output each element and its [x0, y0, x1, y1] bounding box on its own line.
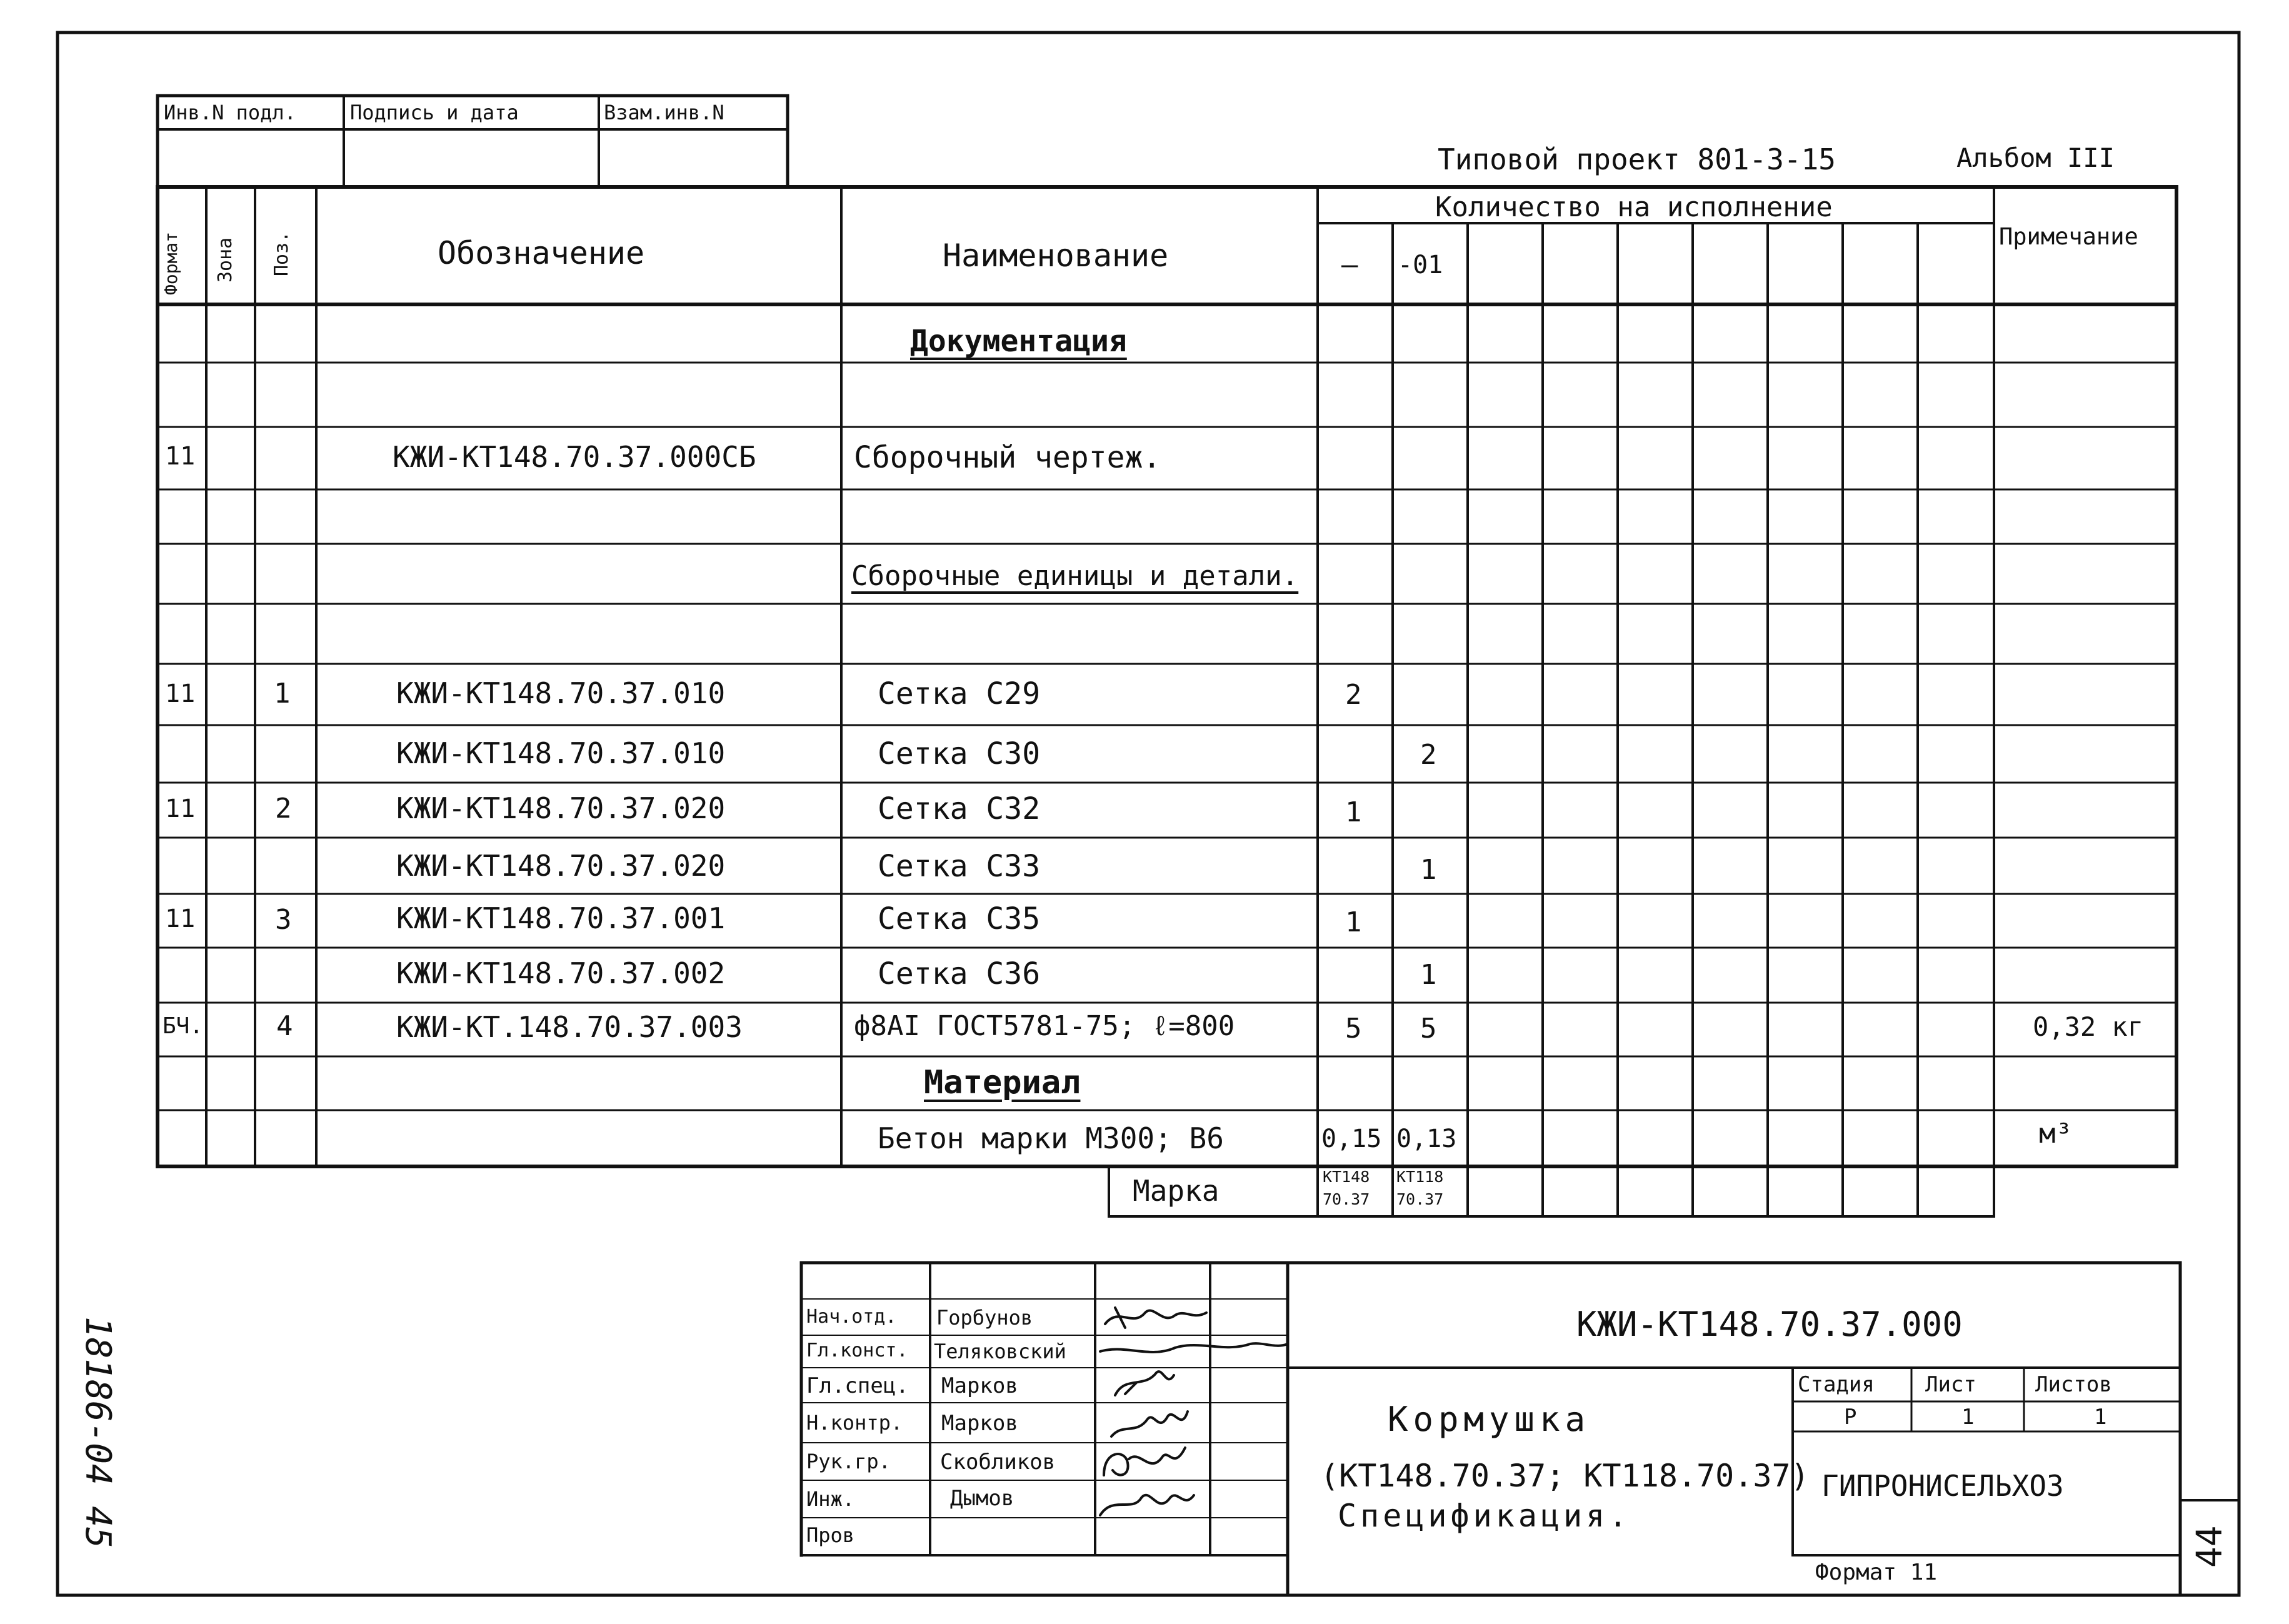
row-qty-2: 1 — [1420, 959, 1437, 991]
row-naimenovanie: Сборочный чертеж. — [854, 440, 1161, 475]
row-poz: 1 — [274, 678, 291, 709]
row-format: 11 — [165, 794, 196, 823]
stamp-role: Нач.отд. — [806, 1306, 897, 1328]
title-line-1: Кормушка — [1388, 1400, 1591, 1439]
title-line-2: (КТ148.70.37; КТ118.70.37) — [1320, 1458, 1810, 1494]
row-qty-1: 5 — [1345, 1013, 1362, 1045]
section-sborochnye-edinitsy: Сборочные единицы и детали. — [851, 560, 1299, 592]
row-qty-2: 5 — [1420, 1013, 1437, 1045]
row-qty-1: 1 — [1345, 906, 1362, 938]
row-format: БЧ. — [163, 1013, 204, 1039]
stamp-name: Теляковский — [934, 1340, 1066, 1363]
row-oboznachenie: КЖИ-КТ.148.70.37.003 — [396, 1010, 743, 1044]
podpis-data-label: Подпись и дата — [350, 101, 519, 124]
row-qty-1: 2 — [1345, 679, 1362, 711]
list-label: Лист — [1925, 1372, 1976, 1397]
row-qty-2: 1 — [1420, 854, 1437, 886]
row-oboznachenie: КЖИ-КТ148.70.37.000СБ — [393, 440, 756, 474]
row-naimenovanie: Сетка С36 — [878, 956, 1041, 991]
row-format: 11 — [165, 442, 196, 471]
col-poz-header: Поз. — [271, 231, 293, 276]
row-naimenovanie: Сетка С29 — [878, 676, 1041, 711]
row-poz: 3 — [275, 904, 292, 936]
stamp-name: Марков — [941, 1411, 1018, 1436]
marka-col2-line1: КТ118 — [1396, 1168, 1444, 1186]
col-ispolnenie-2-header: -01 — [1398, 251, 1443, 279]
marka-col1-line2: 70.37 — [1323, 1190, 1370, 1208]
stamp-role: Н.контр. — [806, 1411, 903, 1435]
section-material: Материал — [924, 1064, 1081, 1101]
col-zona-header: Зона — [214, 237, 236, 283]
row-primechanie: м³ — [2039, 1118, 2072, 1150]
stamp-role: Инж. — [806, 1487, 855, 1511]
col-naimenovanie-header: Наименование — [943, 238, 1169, 274]
row-oboznachenie: КЖИ-КТ148.70.37.010 — [396, 676, 726, 710]
stamp-role: Гл.конст. — [806, 1340, 908, 1361]
row-oboznachenie: КЖИ-КТ148.70.37.002 — [396, 956, 726, 990]
stamp-name: Скобликов — [940, 1450, 1056, 1475]
marka-label: Марка — [1133, 1174, 1220, 1208]
row-oboznachenie: КЖИ-КТ148.70.37.001 — [396, 901, 726, 935]
stamp-role: Гл.спец. — [806, 1373, 909, 1398]
col-oboznachenie-header: Обозначение — [438, 235, 645, 271]
row-naimenovanie: Сетка С33 — [878, 849, 1041, 884]
project-label: Типовой проект 801-3-15 — [1438, 143, 1836, 176]
row-oboznachenie: КЖИ-КТ148.70.37.020 — [396, 791, 726, 825]
vzam-inv-label: Взам.инв.N — [604, 101, 724, 124]
col-ispolnenie-1-header: — — [1341, 249, 1358, 281]
marka-col2-line2: 70.37 — [1396, 1190, 1444, 1208]
margin-number: 18186-04 45 — [78, 1316, 118, 1548]
row-qty-1: 0,15 — [1321, 1125, 1382, 1153]
section-dokumentatsiya: Документация — [910, 324, 1127, 359]
row-primechanie: 0,32 кг — [2033, 1011, 2144, 1042]
stamp-role: Рук.гр. — [806, 1450, 891, 1473]
row-format: 11 — [165, 905, 196, 933]
col-kolichestvo-header: Количество на исполнение — [1435, 191, 1833, 223]
row-naimenovanie: ф8АI ГОСТ5781-75; ℓ=800 — [854, 1010, 1235, 1042]
listov-value: 1 — [2094, 1405, 2107, 1430]
title-line-3: Спецификация. — [1338, 1498, 1631, 1534]
row-qty-2: 0,13 — [1396, 1125, 1457, 1153]
row-oboznachenie: КЖИ-КТ148.70.37.010 — [396, 736, 726, 770]
album-label: Альбом III — [1956, 143, 2115, 173]
format-label: Формат 11 — [1815, 1560, 1938, 1585]
inv-podl-label: Инв.N подл. — [164, 101, 296, 124]
row-naimenovanie: Сетка С35 — [878, 901, 1041, 936]
row-naimenovanie: Сетка С32 — [878, 791, 1041, 826]
stamp-name: Горбунов — [936, 1306, 1033, 1330]
row-format: 11 — [165, 679, 196, 708]
row-poz: 4 — [276, 1010, 293, 1042]
listov-label: Листов — [2035, 1372, 2112, 1397]
row-oboznachenie: КЖИ-КТ148.70.37.020 — [396, 849, 726, 883]
row-poz: 2 — [275, 793, 292, 825]
stamp-name: Дымов — [950, 1486, 1014, 1511]
row-naimenovanie: Бетон марки М300; В6 — [878, 1121, 1224, 1155]
doc-code: КЖИ-КТ148.70.37.000 — [1576, 1305, 1963, 1344]
stamp-role: Пров — [806, 1523, 855, 1547]
col-format-header: Формат — [161, 231, 181, 295]
stamp-name: Марков — [941, 1373, 1018, 1398]
organization-name: ГИПРОНИСЕЛЬХОЗ — [1821, 1469, 2064, 1503]
col-primechanie-header: Примечание — [1999, 223, 2138, 250]
stadia-value: Р — [1844, 1405, 1857, 1430]
marka-col1-line1: КТ148 — [1323, 1168, 1370, 1186]
stadia-label: Стадия — [1798, 1372, 1875, 1397]
row-naimenovanie: Сетка С30 — [878, 736, 1041, 771]
row-qty-2: 2 — [1420, 739, 1437, 771]
page-number: 44 — [2190, 1525, 2230, 1568]
row-qty-1: 1 — [1345, 796, 1362, 828]
list-value: 1 — [1961, 1405, 1975, 1430]
